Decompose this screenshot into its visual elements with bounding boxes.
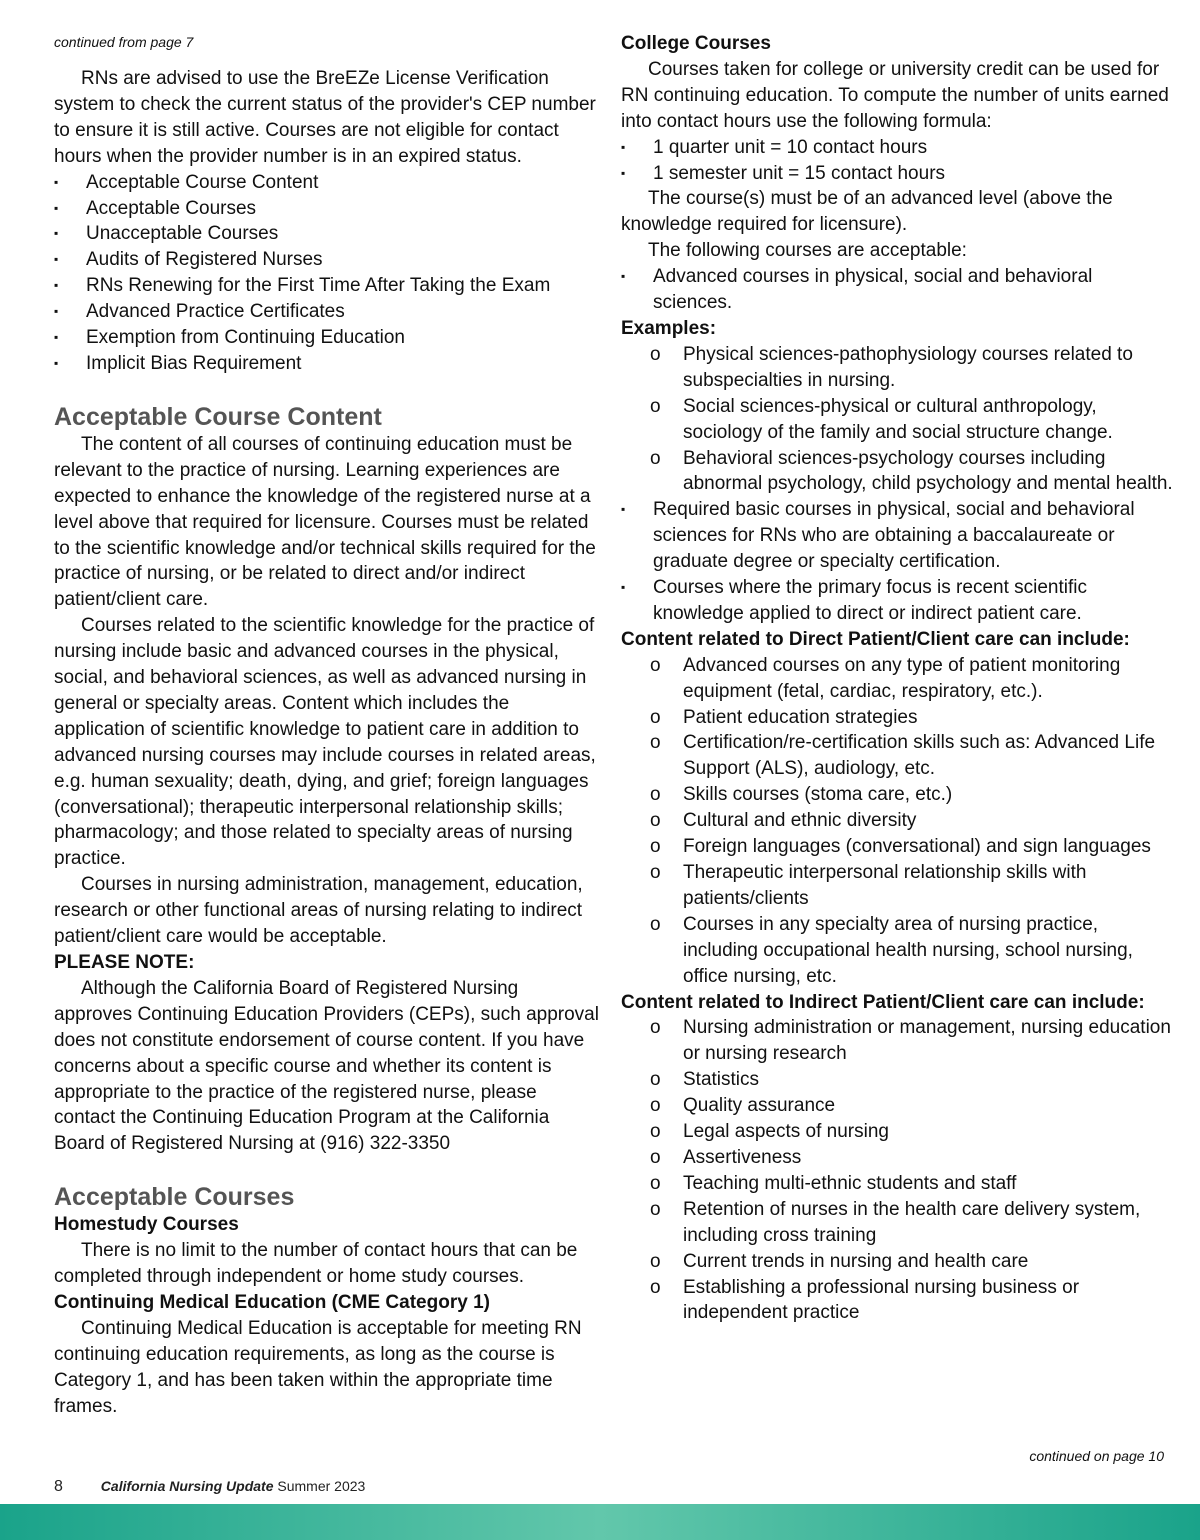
continued-from-note: continued from page 7 [54,34,194,50]
list-item: ▪ Implicit Bias Requirement [54,351,599,377]
list-item: o Physical sciences-pathophysiology courses related to subspecialties in nursing. [621,342,1176,394]
list-item: ▪ 1 quarter unit = 10 contact hours [621,135,1176,161]
left-column [54,0,599,1420]
note-paragraph: Although the California Board of Registered Nursing approves Continuing Education Providers (CEPs), such approval does not constitute endorsement of course content. If you have concerns about a specific course and whether its content is appropriate to the practice of the registered nurse, please contact the Continuing Education Program at the California Board of Registered Nursing at (916) 322-3350 [54,977,599,1155]
list-item: ▪ Advanced courses in physical, social and behavioral sciences. [621,264,1176,316]
list-item: o Retention of nurses in the health care delivery system, including cross training [621,1197,1176,1249]
list-item: ▪ Advanced Practice Certificates [54,299,599,325]
body-paragraph: The following courses are acceptable: [648,240,967,262]
list-item: o Therapeutic interpersonal relationship skills with patients/clients [621,860,1176,912]
list-item: ▪ Acceptable Course Content [54,170,599,196]
continued-on-note: continued on page 10 [1029,1448,1164,1464]
list-item: o Foreign languages (conversational) and sign languages [621,834,1176,860]
body-paragraph: The course(s) must be of an advanced level (above the knowledge required for licensure). [621,188,1113,236]
list-item: ▪ Acceptable Courses [54,196,599,222]
list-item: ▪ Courses where the primary focus is recent scientific knowledge applied to direct or indirect patient care. [621,575,1176,627]
list-item: o Teaching multi-ethnic students and staff [621,1171,1176,1197]
list-item: o Patient education strategies [621,705,1176,731]
list-item: o Advanced courses on any type of patient monitoring equipment (fetal, cardiac, respiratory, etc.). [621,653,1176,705]
body-paragraph: Courses related to the scientific knowledge for the practice of nursing include basic and advanced courses in the physical, social, and behavioral sciences, as well as advanced nursing in general or specialty areas. Content which includes the application of scientific knowledge to patient care in addition to advanced nursing courses may include courses in related areas, e.g. human sexuality; death, dying, and grief; foreign languages (conversational); therapeutic interpersonal relationship skills; pharmacology; and those related to specialty areas of nursing practice. [54,615,596,870]
acceptable-list-continued [621,497,1176,627]
body-paragraph: Courses in nursing administration, management, education, research or other functional areas of nursing relating to indirect patient/client care would be acceptable. [54,874,583,948]
list-item: o Statistics [621,1067,1176,1093]
right-column [621,0,1176,1326]
page-number: 8 [54,1478,63,1495]
issue-year: 2023 [334,1478,366,1494]
body-paragraph: Continuing Medical Education is acceptable for meeting RN continuing education requirements, as long as the course is Category 1, and has been taken within the appropriate time frames. [54,1317,582,1417]
examples-list [621,342,1176,497]
acceptable-list [621,264,1176,316]
formula-list [621,135,1176,187]
subheading: Content related to Indirect Patient/Client care can include: [621,991,1145,1013]
list-item: o Quality assurance [621,1093,1176,1119]
subheading: Continuing Medical Education (CME Category 1) [54,1291,490,1313]
body-paragraph: Courses taken for college or university credit can be used for RN continuing education. To compute the number of units earned into contact hours use the following formula: [621,58,1169,132]
note-label: PLEASE NOTE: [54,952,195,973]
page-footer [54,1478,365,1496]
body-paragraph: The content of all courses of continuing education must be relevant to the practice of nursing. Learning experiences are expected to enhance the knowledge of the registered nurse at a level above that required for licensure. Courses must be related to the scientific knowledge and/or technical skills required for the practice of nursing, or be related to direct and/or indirect patient/client care. [54,433,596,611]
list-item: ▪ 1 semester unit = 15 contact hours [621,161,1176,187]
intro-paragraph: RNs are advised to use the BreEZe License Verification system to check the current status of the provider's CEP number to ensure it is still active. Courses are not eligible for contact hours when the provider number is in an expired status. [54,68,596,167]
list-item: ▪ Required basic courses in physical, social and behavioral sciences for RNs who are obtaining a baccalaureate or graduate degree or specialty certification. [621,497,1176,575]
list-item: o Establishing a professional nursing business or independent practice [621,1275,1176,1327]
list-item: o Certification/re-certification skills such as: Advanced Life Support (ALS), audiology, etc. [621,730,1176,782]
body-paragraph: There is no limit to the number of contact hours that can be completed through independent or home study courses. [54,1240,578,1288]
list-item: o Assertiveness [621,1145,1176,1171]
subheading: Examples: [621,317,717,339]
section-list [54,170,599,377]
list-item: ▪ Unacceptable Courses [54,221,599,247]
direct-care-list [621,653,1176,990]
list-item: o Nursing administration or management, nursing education or nursing research [621,1015,1176,1067]
list-item: o Behavioral sciences-psychology courses including abnormal psychology, child psychology and mental health. [621,446,1176,498]
section-heading: Acceptable Course Content [54,402,382,431]
subheading: College Courses [621,33,771,54]
list-item: o Current trends in nursing and health care [621,1249,1176,1275]
section-heading: Acceptable Courses [54,1183,295,1212]
subheading: Content related to Direct Patient/Client care can include: [621,628,1130,650]
footer-band [0,1504,1200,1540]
list-item: o Courses in any specialty area of nursing practice, including occupational health nursing, school nursing, office nursing, etc. [621,912,1176,990]
magazine-title: California Nursing Update [100,1478,274,1494]
indirect-care-list [621,1015,1176,1326]
list-item: o Legal aspects of nursing [621,1119,1176,1145]
subheading: Homestudy Courses [54,1214,239,1236]
list-item: ▪ Exemption from Continuing Education [54,325,599,351]
list-item: o Social sciences-physical or cultural anthropology, sociology of the family and social structure change. [621,394,1176,446]
list-item: o Skills courses (stoma care, etc.) [621,782,1176,808]
list-item: o Cultural and ethnic diversity [621,808,1176,834]
issue-season: Summer [277,1478,331,1494]
list-item: ▪ Audits of Registered Nurses [54,247,599,273]
list-item: ▪ RNs Renewing for the First Time After Taking the Exam [54,273,599,299]
